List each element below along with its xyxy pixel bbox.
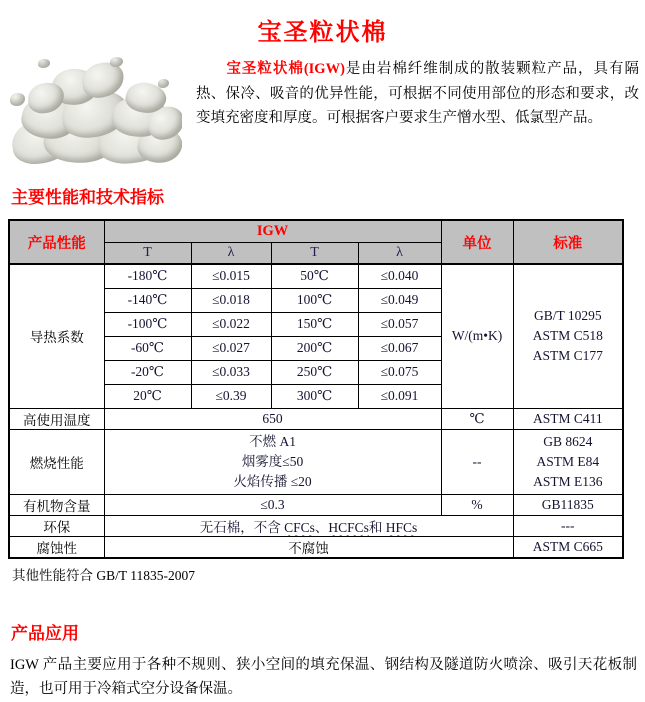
env-text: 无石棉，不含 <box>199 519 285 535</box>
cell-temp: 250℃ <box>271 360 358 384</box>
cell-temp: -20℃ <box>104 360 191 384</box>
combustion-line: 烟雾度≤50 <box>241 453 304 469</box>
cell-temp: -100℃ <box>104 312 191 336</box>
cell-lambda: ≤0.040 <box>358 264 441 288</box>
product-photo <box>10 57 182 165</box>
cell-corrosion-value: 不腐蚀 <box>104 536 513 558</box>
cell-combustion-values <box>104 429 441 494</box>
wool-speck <box>38 59 50 68</box>
standard-line: ASTM E136 <box>533 473 603 489</box>
document-page <box>0 12 645 697</box>
cell-lambda: ≤0.018 <box>191 288 271 312</box>
header-standard: 标准 <box>513 220 623 264</box>
cell-organic-value: ≤0.3 <box>104 494 441 515</box>
cell-combustion-unit: -- <box>441 429 513 494</box>
cell-lambda: ≤0.015 <box>191 264 271 288</box>
cell-lambda: ≤0.057 <box>358 312 441 336</box>
cell-temp: -140℃ <box>104 288 191 312</box>
header-lambda-1: λ <box>191 242 271 264</box>
cell-lambda: ≤0.091 <box>358 384 441 408</box>
cell-temp: -60℃ <box>104 336 191 360</box>
table-row <box>9 536 623 558</box>
cell-temp: -180℃ <box>104 264 191 288</box>
cell-lambda: ≤0.39 <box>191 384 271 408</box>
cell-temp: 300℃ <box>271 384 358 408</box>
spec-table <box>8 219 624 559</box>
wool-speck <box>10 93 25 106</box>
row-label-conductivity: 导热系数 <box>9 264 104 408</box>
cell-lambda: ≤0.049 <box>358 288 441 312</box>
cell-temp: 20℃ <box>104 384 191 408</box>
section-heading-specs: 主要性能和技术指标 <box>11 188 164 207</box>
table-row <box>9 494 623 515</box>
cell-lambda: ≤0.022 <box>191 312 271 336</box>
header-lambda-2: λ <box>358 242 441 264</box>
env-acronym-cfcs: CFCs <box>284 519 315 535</box>
table-row <box>9 515 623 536</box>
combustion-line: 不燃 A1 <box>249 433 296 449</box>
cell-service-temp-unit: ℃ <box>441 408 513 429</box>
cell-temp: 50℃ <box>271 264 358 288</box>
intro-paragraph <box>196 57 639 165</box>
row-label-corrosion: 腐蚀性 <box>9 536 104 558</box>
cell-environment-standard: --- <box>513 515 623 536</box>
cell-lambda: ≤0.027 <box>191 336 271 360</box>
row-label-organic: 有机物含量 <box>9 494 104 515</box>
env-acronym-hfcs: HFCs <box>385 519 418 535</box>
env-acronym-hcfcs: HCFCs <box>328 519 369 535</box>
section-heading-applications: 产品应用 <box>11 623 79 643</box>
standard-line: GB 8624 <box>543 433 593 449</box>
cell-environment-value <box>104 515 513 536</box>
header-igw: IGW <box>104 220 441 242</box>
env-text: 和 <box>368 519 386 535</box>
wool-speck <box>110 57 123 67</box>
intro-section <box>0 53 645 165</box>
standard-line: ASTM C177 <box>532 348 603 364</box>
table-note: 其他性能符合 GB/T 11835-2007 <box>12 567 196 583</box>
cell-temp: 100℃ <box>271 288 358 312</box>
row-label-service-temp: 高使用温度 <box>9 408 104 429</box>
cell-temp: 200℃ <box>271 336 358 360</box>
header-temp-2: T <box>271 242 358 264</box>
row-label-combustion: 燃烧性能 <box>9 429 104 494</box>
page-title: 宝圣粒状棉 <box>257 20 388 46</box>
cell-corrosion-standard: ASTM C665 <box>513 536 623 558</box>
cell-organic-standard: GB11835 <box>513 494 623 515</box>
cell-combustion-standards <box>513 429 623 494</box>
standard-line: ASTM E84 <box>536 453 600 469</box>
cell-standard-conductivity <box>513 264 623 408</box>
standard-line: GB/T 10295 <box>533 308 602 324</box>
header-unit: 单位 <box>441 220 513 264</box>
header-temp-1: T <box>104 242 191 264</box>
cell-lambda: ≤0.033 <box>191 360 271 384</box>
table-row <box>9 429 623 494</box>
cell-temp: 150℃ <box>271 312 358 336</box>
cell-service-temp-standard: ASTM C411 <box>513 408 623 429</box>
cell-service-temp-value: 650 <box>104 408 441 429</box>
cell-unit-conductivity: W/(m•K) <box>441 264 513 408</box>
cell-lambda: ≤0.067 <box>358 336 441 360</box>
standard-line: ASTM C518 <box>532 328 603 344</box>
cell-lambda: ≤0.075 <box>358 360 441 384</box>
intro-lead: 宝圣粒状棉(IGW) <box>226 61 345 77</box>
table-row <box>9 408 623 429</box>
applications-paragraph: IGW 产品主要应用于各种不规则、狭小空间的填充保温、钢结构及隧道防火喷涂、吸引天花板制造，也可用于冷箱式空分设备保温。 <box>10 656 637 697</box>
row-label-environment: 环保 <box>9 515 104 536</box>
env-text: 、 <box>314 519 329 535</box>
wool-speck <box>158 79 169 88</box>
cell-organic-unit: % <box>441 494 513 515</box>
combustion-line: 火焰传播 ≤20 <box>233 473 312 489</box>
table-row <box>9 264 623 288</box>
header-product-property: 产品性能 <box>9 220 104 264</box>
intro-body: 是由岩棉纤维制成的散装颗粒产品，具有隔热、保冷、吸音的优异性能，可根据不同使用部位的形态和要求，改变填充密度和厚度。可根据客户要求生产憎水型、低氯型产品。 <box>196 61 639 126</box>
